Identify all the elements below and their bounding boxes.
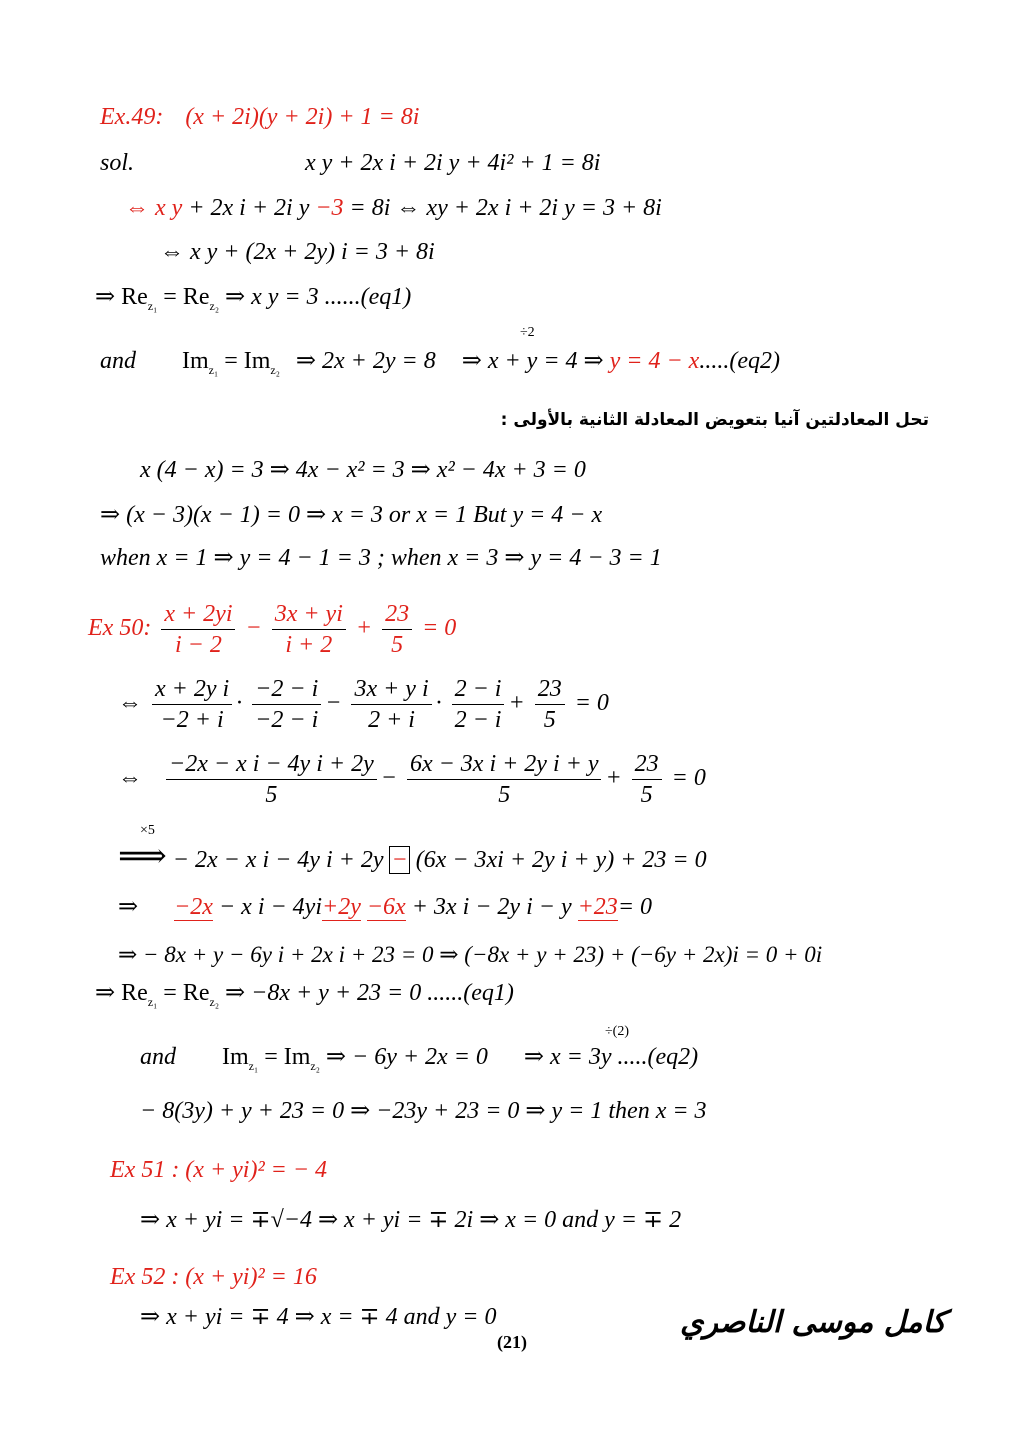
ex49-line5-sub1: z₁ xyxy=(208,362,219,377)
ex50-step8 xyxy=(140,1042,698,1081)
ex49-divide-note: ÷2 xyxy=(520,325,535,340)
ex50-divide-note: ÷(2) xyxy=(605,1024,630,1039)
ex49-line7: ⇒ (x − 3)(x − 1) = 0 ⇒ x = 3 or x = 1 But y = 4 − x xyxy=(100,502,603,528)
ex49-line4-re2: = Re xyxy=(163,284,210,310)
ex50-s2-a-den: −2 + i xyxy=(160,706,224,733)
ex49-line4-sub2: z₂ xyxy=(209,298,220,313)
ex50-step5-r4: +23 xyxy=(577,894,618,920)
ex50-s2-d-num: 2 − i xyxy=(452,674,505,705)
ex50-frac3-den: 5 xyxy=(391,631,404,658)
ex50-s2-frac-c xyxy=(351,674,431,735)
ex49-line5-im1: Im xyxy=(182,348,209,374)
ex49-line4-re1: ⇒ Re xyxy=(95,284,148,310)
ex50-step5-c: + 3x i − 2y i − y xyxy=(411,894,572,920)
ex50-step5 xyxy=(118,892,652,922)
ex50-frac2 xyxy=(272,599,346,660)
ex49-equation: (x + 2i)(y + 2i) + 1 = 8i xyxy=(185,104,420,130)
ex49-line8: when x = 1 ⇒ y = 4 − 1 = 3 ; when x = 3 ⇒ y = 4 − 3 = 1 xyxy=(100,545,662,571)
ex50-s2-c-num: 3x + y i xyxy=(351,674,431,705)
ex50-s2-frac-e xyxy=(535,674,565,735)
ex50-s2-frac-a xyxy=(152,674,232,735)
ex50-times5: ×5 xyxy=(140,823,155,838)
ex50-frac1-num: x + 2yi xyxy=(161,599,235,630)
ex50-step2: ⇔ $\frac{\text{x + 2y i}}{-2 + i}$ · $\frac{-2 - i}{-2 - i}$ − $\frac{\text{3x + y i}}{2 + i}$ · $\frac{2 - i}{2 - i}$ + $\frac{23}{5}$ = 0 xyxy=(118,675,609,733)
ex50-step5-r2: +2y xyxy=(322,894,361,920)
ex50-step7-re1: ⇒ Re xyxy=(95,980,148,1006)
page-number: (21) xyxy=(497,1332,527,1352)
ex50-step4-boxed-minus: − xyxy=(391,847,408,873)
ex50-step8-eq: ⇒ − 6y + 2x = 0 xyxy=(325,1044,488,1070)
ex50-step5-r3: −6x xyxy=(366,894,406,920)
ex50-step5-implies: ⇒ xyxy=(118,894,139,920)
ex49-arabic-note: تحل المعادلتين آنيا بتعويض المعادلة الثانية بالأولى : xyxy=(500,410,929,430)
ex50-eq0: = 0 xyxy=(422,615,457,641)
ex50-frac1 xyxy=(161,599,235,660)
ex50-s3-b-den: 5 xyxy=(498,781,511,808)
ex49-line5-and: and xyxy=(100,348,136,374)
ex50-s2-frac-b xyxy=(252,674,321,735)
ex50-step5-r1: −2x xyxy=(174,894,213,920)
ex52-title: Ex 52 : (x + yi)² = 16 xyxy=(110,1264,317,1290)
ex49-line1: x y + 2x i + 2i y + 4i² + 1 = 8i xyxy=(305,150,601,176)
ex50-step4 xyxy=(118,838,707,875)
ex50-s2-frac-d xyxy=(452,674,505,735)
ex51-line1: ⇒ x + yi = ∓√−4 ⇒ x + yi = ∓ 2i ⇒ x = 0 and y = ∓ 2 xyxy=(140,1207,682,1233)
ex50-s3-eq0: = 0 xyxy=(671,765,706,791)
ex50-step8-and: and xyxy=(140,1044,176,1070)
ex50-s2-eq0: = 0 xyxy=(574,690,609,716)
ex50-step8-sub2: z₂ xyxy=(310,1058,320,1073)
ex50-step6: ⇒ − 8x + y − 6y i + 2x i + 23 = 0 ⇒ (−8x + y + 23) + (−6y + 2x)i = 0 + 0i xyxy=(118,942,823,967)
ex50-frac2-num: 3x + yi xyxy=(272,599,346,630)
ex50-s3-c-den: 5 xyxy=(640,781,653,808)
ex50-step4-b: (6x − 3xi + 2y i + y) + 23 = 0 xyxy=(415,847,707,873)
ex49-line5-sub2: z₂ xyxy=(270,362,280,377)
ex51-title: Ex 51 : (x + yi)² = − 4 xyxy=(110,1157,328,1183)
ex50-s3-c-num: 23 xyxy=(632,749,662,780)
ex50-label: Ex 50: xyxy=(88,615,152,641)
ex49-line5-eq: ⇒ 2x + 2y = 8 xyxy=(295,348,436,374)
ex50-s2-b-num: −2 − i xyxy=(252,674,321,705)
ex49-line2-d: = 8i ⇔ xy + 2x i + 2i y = 3 + 8i xyxy=(349,195,662,221)
ex50-step9: − 8(3y) + y + 23 = 0 ⇒ −23y + 23 = 0 ⇒ y = 1 then x = 3 xyxy=(140,1098,707,1124)
ex49-sol-label: sol. xyxy=(100,150,135,176)
ex50-s2-e-den: 5 xyxy=(543,706,556,733)
ex49-line2-b: + 2x i + 2i y xyxy=(188,195,310,221)
ex52-line1: ⇒ x + yi = ∓ 4 ⇒ x = ∓ 4 and y = 0 xyxy=(140,1304,497,1330)
ex50-step8-im1: Im xyxy=(222,1044,249,1070)
ex49-line2-c: −3 xyxy=(315,195,344,221)
author-signature: كامل موسى الناصري xyxy=(680,1305,946,1340)
ex49-line2-a: ⇔ x y xyxy=(125,195,183,221)
ex50-s2-e-num: 23 xyxy=(535,674,565,705)
ex50-s2-b-den: −2 − i xyxy=(255,706,319,733)
ex49-line6: x (4 − x) = 3 ⇒ 4x − x² = 3 ⇒ x² − 4x + 3 = 0 xyxy=(140,457,586,483)
ex50-frac2-den: i + 2 xyxy=(285,631,333,658)
ex50-step8-im2: = Im xyxy=(264,1044,311,1070)
ex50-s3-frac-b xyxy=(407,749,602,810)
ex49-line5 xyxy=(100,346,780,385)
ex50-s2-c-den: 2 + i xyxy=(368,706,415,733)
ex49-line4 xyxy=(95,282,411,321)
ex50-frac1-den: i − 2 xyxy=(174,631,222,658)
ex50-step7 xyxy=(95,978,514,1017)
ex50-step3: ⇔ $\frac{\text{−2x − x i − 4y i + 2y}}{5}$ − $\frac{\text{6x − 3x i + 2y i + y}}{5}$ + $\frac{23}{5}$ = 0 xyxy=(118,750,706,808)
ex50-s3-a-num: −2x − x i − 4y i + 2y xyxy=(166,749,377,780)
ex50-step7-sub2: z₂ xyxy=(209,994,220,1009)
ex49-line3: ⇔ x y + (2x + 2y) i = 3 + 8i xyxy=(160,239,435,265)
ex50-title: Ex 50: $\frac{x + 2yi}{i - 2}$ − $\frac{3x + yi}{i + 2}$ + $\frac{23}{5}$ = 0 xyxy=(88,600,457,658)
ex50-step4-a: − 2x − x i − 4y i + 2y xyxy=(172,847,384,873)
ex49-line4-rest: ⇒ x y = 3 ......(eq1) xyxy=(225,284,412,310)
ex50-s3-b-num: 6x − 3x i + 2y i + y xyxy=(407,749,602,780)
ex49-line2 xyxy=(125,193,662,223)
ex49-line5-im2: = Im xyxy=(224,348,271,374)
ex50-frac3-num: 23 xyxy=(382,599,412,630)
ex49-title xyxy=(100,102,419,132)
ex50-frac3 xyxy=(382,599,412,660)
ex50-s2-d-den: 2 − i xyxy=(454,706,502,733)
ex50-step8-sub1: z₁ xyxy=(248,1058,259,1073)
ex50-step7-rest: ⇒ −8x + y + 23 = 0 ......(eq1) xyxy=(225,980,514,1006)
ex50-step5-b: − x i − 4yi xyxy=(218,894,322,920)
ex49-line5-eq2: .....(eq2) xyxy=(699,348,780,374)
ex50-step7-re2: = Re xyxy=(163,980,210,1006)
ex50-s3-a-den: 5 xyxy=(265,781,278,808)
ex50-step5-d: = 0 xyxy=(617,894,653,920)
ex49-line5-y: y = 4 − x xyxy=(609,348,700,374)
ex50-step7-sub1: z₁ xyxy=(147,994,158,1009)
ex50-s3-frac-c xyxy=(632,749,662,810)
ex49-line4-sub1: z₁ xyxy=(147,298,158,313)
ex49-label: Ex.49: xyxy=(100,104,164,130)
ex50-step8-rest: ⇒ x = 3y .....(eq2) xyxy=(523,1044,699,1070)
ex50-s2-a-num: x + 2y i xyxy=(152,674,232,705)
ex50-s3-frac-a xyxy=(166,749,377,810)
ex49-line5-implies: ⇒ x + y = 4 ⇒ xyxy=(461,348,604,374)
long-implies-icon: ⟹ xyxy=(118,838,167,875)
